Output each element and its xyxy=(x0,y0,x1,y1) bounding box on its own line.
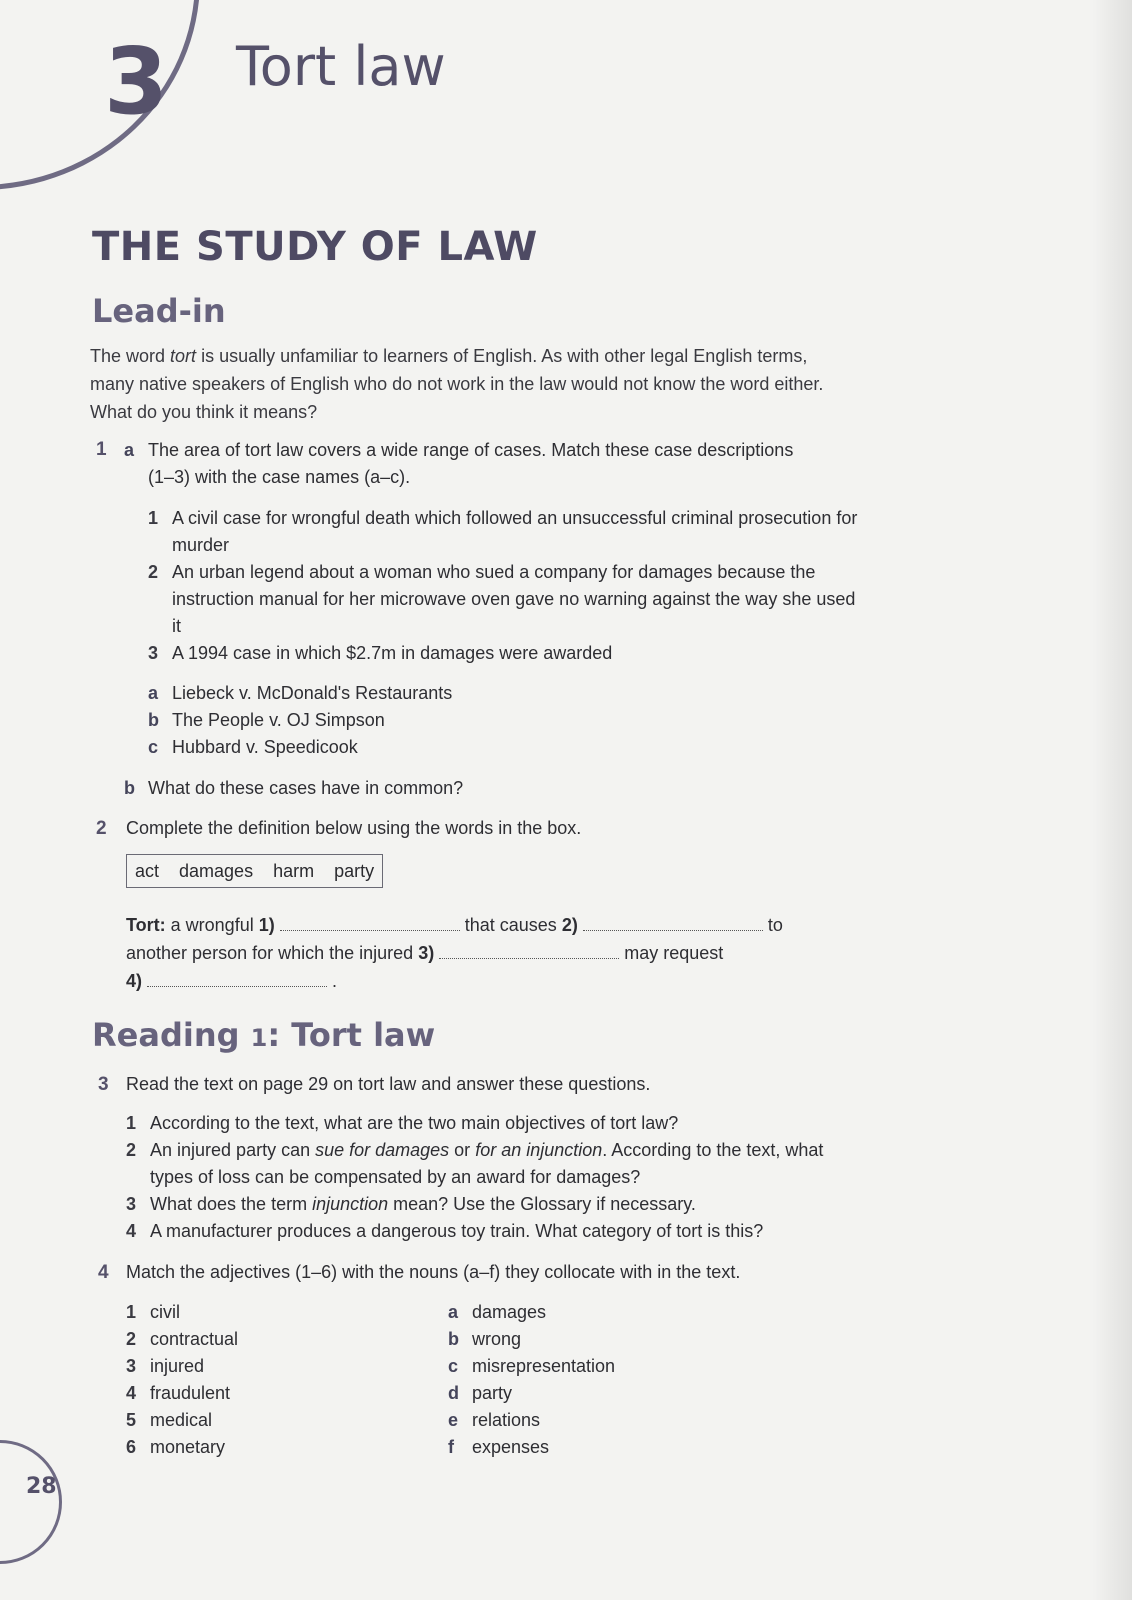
list-item: 3 A 1994 case in which $2.7m in damages were awarded xyxy=(148,643,613,663)
list-item: c misrepresentation xyxy=(448,1356,616,1376)
exercise-1a-label: a xyxy=(124,440,135,460)
word-box-item: damages xyxy=(179,860,254,881)
blank-2[interactable] xyxy=(583,914,763,931)
tort-definition: Tort: a wrongful 1) that causes 2) to another person for which the injured 3) may request 4) . xyxy=(126,915,783,991)
exercise-3-number: 3 xyxy=(98,1074,109,1095)
case-descriptions-list xyxy=(148,505,868,667)
list-item: f expenses xyxy=(448,1437,550,1457)
word-box-item: act xyxy=(135,860,160,881)
list-item: 1 A civil case for wrongful death which followed an unsuccessful criminal prosecution for murder xyxy=(148,508,858,555)
exercise-3-questions xyxy=(126,1110,866,1245)
exercise-2-instruction: Complete the definition below using the words in the box. xyxy=(126,818,582,838)
exercise-1a: a The area of tort law covers a wide range of cases. Match these case descriptions (1–3) with the case names (a–c). xyxy=(124,437,824,491)
list-item: 4 fraudulent xyxy=(126,1383,231,1403)
list-item: 1 According to the text, what are the two main objectives of tort law? xyxy=(126,1113,679,1133)
list-item: 3 injured xyxy=(126,1356,205,1376)
exercise-1b: b What do these cases have in common? xyxy=(124,778,464,798)
lead-in-text: The word tort is usually unfamiliar to learners of English. As with other legal English terms, many native speakers of English who do not work in the law would not know the word either. What do you think it means? xyxy=(90,346,824,422)
list-item: e relations xyxy=(448,1410,541,1430)
list-item: 2 An urban legend about a woman who sued a company for damages because the instruction manual for her microwave oven gave no warning against the way she used it xyxy=(148,562,856,636)
list-item: 3 What does the term injunction mean? Use the Glossary if necessary. xyxy=(126,1194,696,1214)
word-box-item: party xyxy=(334,860,375,881)
list-item: b wrong xyxy=(448,1329,522,1349)
exercise-1-number: 1 xyxy=(96,439,107,460)
blank-1[interactable] xyxy=(280,914,460,931)
page-number-circle xyxy=(0,1440,62,1564)
blank-3[interactable] xyxy=(439,942,619,959)
list-item: a Liebeck v. McDonald's Restaurants xyxy=(148,683,453,703)
list-item: 2 An injured party can sue for damages or for an injunction. According to the text, what types of loss can be compensated by an award for damages? xyxy=(126,1140,824,1187)
nouns-list xyxy=(448,1299,748,1461)
chapter-title: Tort law xyxy=(236,35,446,98)
blank-4[interactable] xyxy=(147,970,327,987)
adjectives-list xyxy=(126,1299,406,1461)
page-edge-shade xyxy=(1092,0,1132,1600)
section-title: THE STUDY OF LAW xyxy=(92,224,538,270)
list-item: 4 A manufacturer produces a dangerous toy train. What category of tort is this? xyxy=(126,1221,764,1241)
list-item: 6 monetary xyxy=(126,1437,226,1457)
case-names-list xyxy=(148,680,748,761)
list-item: b The People v. OJ Simpson xyxy=(148,710,385,730)
page-number: 28 xyxy=(26,1474,57,1499)
word-box xyxy=(126,854,383,888)
list-item: d party xyxy=(448,1383,513,1403)
list-item: a damages xyxy=(448,1302,547,1322)
chapter-number: 3 xyxy=(104,28,169,135)
reading-heading: Reading 1: Tort law xyxy=(92,1016,436,1054)
list-item: c Hubbard v. Speedicook xyxy=(148,737,358,757)
list-item: 5 medical xyxy=(126,1410,213,1430)
list-item: 2 contractual xyxy=(126,1329,239,1349)
word-box-item: harm xyxy=(273,860,315,881)
list-item: 1 civil xyxy=(126,1302,180,1322)
exercise-2-number: 2 xyxy=(96,818,107,839)
chapter-arc-decoration xyxy=(0,0,200,190)
lead-in-heading: Lead-in xyxy=(92,292,226,330)
exercise-4-number: 4 xyxy=(98,1262,109,1283)
exercise-4-instruction: Match the adjectives (1–6) with the nouns (a–f) they collocate with in the text. xyxy=(126,1262,741,1282)
exercise-3-instruction: Read the text on page 29 on tort law and answer these questions. xyxy=(126,1074,651,1094)
